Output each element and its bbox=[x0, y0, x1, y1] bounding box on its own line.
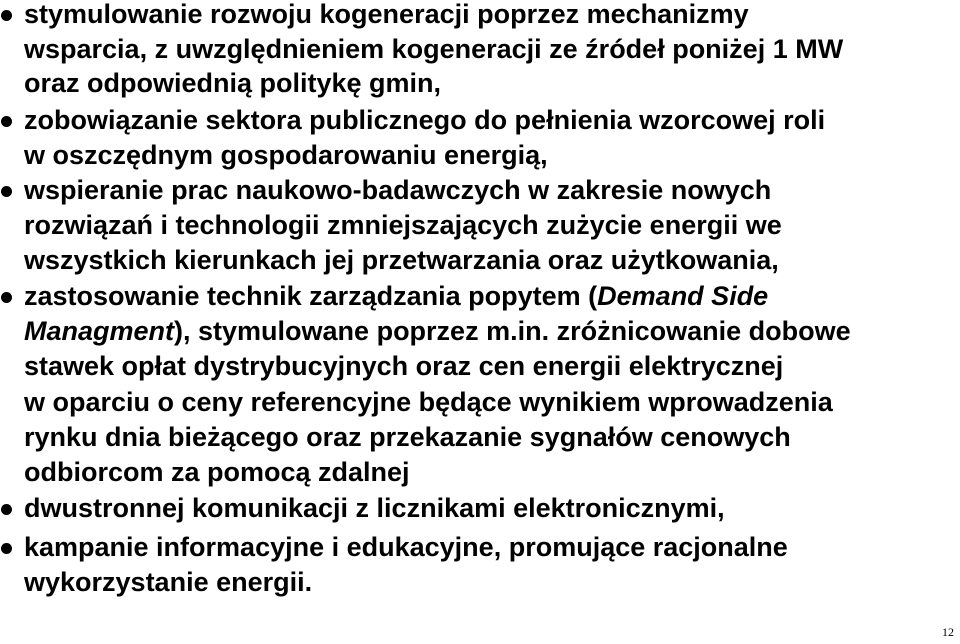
text-line: rynku dnia bieżącego oraz przekazanie sygnałów cenowych bbox=[24, 422, 791, 452]
bullet-icon bbox=[1, 543, 12, 554]
bullet-icon bbox=[1, 186, 12, 197]
text-line: odbiorcom za pomocą zdalnej bbox=[24, 457, 410, 487]
bullet-icon bbox=[1, 292, 12, 303]
text-line: oraz odpowiednią politykę gmin, bbox=[24, 68, 442, 98]
text-line: wsparcia, z uwzględnieniem kogeneracji ze źródeł poniżej 1 MW bbox=[24, 34, 844, 64]
text-line bbox=[24, 315, 851, 347]
page-number: 12 bbox=[942, 625, 954, 639]
text-line: rozwiązań i technologii zmniejszających zużycie energii we bbox=[24, 210, 782, 240]
text-line: wykorzystanie energii. bbox=[24, 567, 313, 597]
bullet-icon bbox=[1, 116, 12, 127]
text-run-italic: Demand Side bbox=[597, 281, 769, 311]
text-line: w oszczędnym gospodarowaniu energią, bbox=[24, 140, 548, 170]
bullet-icon bbox=[1, 504, 12, 515]
text-line: wszystkich kierunkach jej przetwarzania oraz użytkowania, bbox=[24, 245, 779, 275]
text-line: stymulowanie rozwoju kogeneracji poprzez mechanizmy bbox=[24, 0, 749, 29]
bullet-icon bbox=[1, 10, 12, 21]
text-line bbox=[24, 280, 768, 312]
text-line: zobowiązanie sektora publicznego do pełnienia wzorcowej roli bbox=[24, 105, 826, 135]
text-line: w oparciu o ceny referencyjne będące wynikiem wprowadzenia bbox=[24, 387, 833, 417]
text-run-italic: Managment bbox=[24, 316, 175, 346]
text-line: kampanie informacyjne i edukacyjne, promujące racjonalne bbox=[24, 532, 788, 562]
text-line: wspieranie prac naukowo-badawczych w zakresie nowych bbox=[24, 175, 772, 205]
text-run: zastosowanie technik zarządzania popytem ( bbox=[24, 281, 598, 311]
text-run: ), stymulowane poprzez m.in. zróżnicowanie dobowe bbox=[174, 316, 851, 346]
text-line: stawek opłat dystrybucyjnych oraz cen energii elektrycznej bbox=[24, 351, 784, 381]
text-line: dwustronnej komunikacji z licznikami elektronicznymi, bbox=[24, 493, 725, 523]
